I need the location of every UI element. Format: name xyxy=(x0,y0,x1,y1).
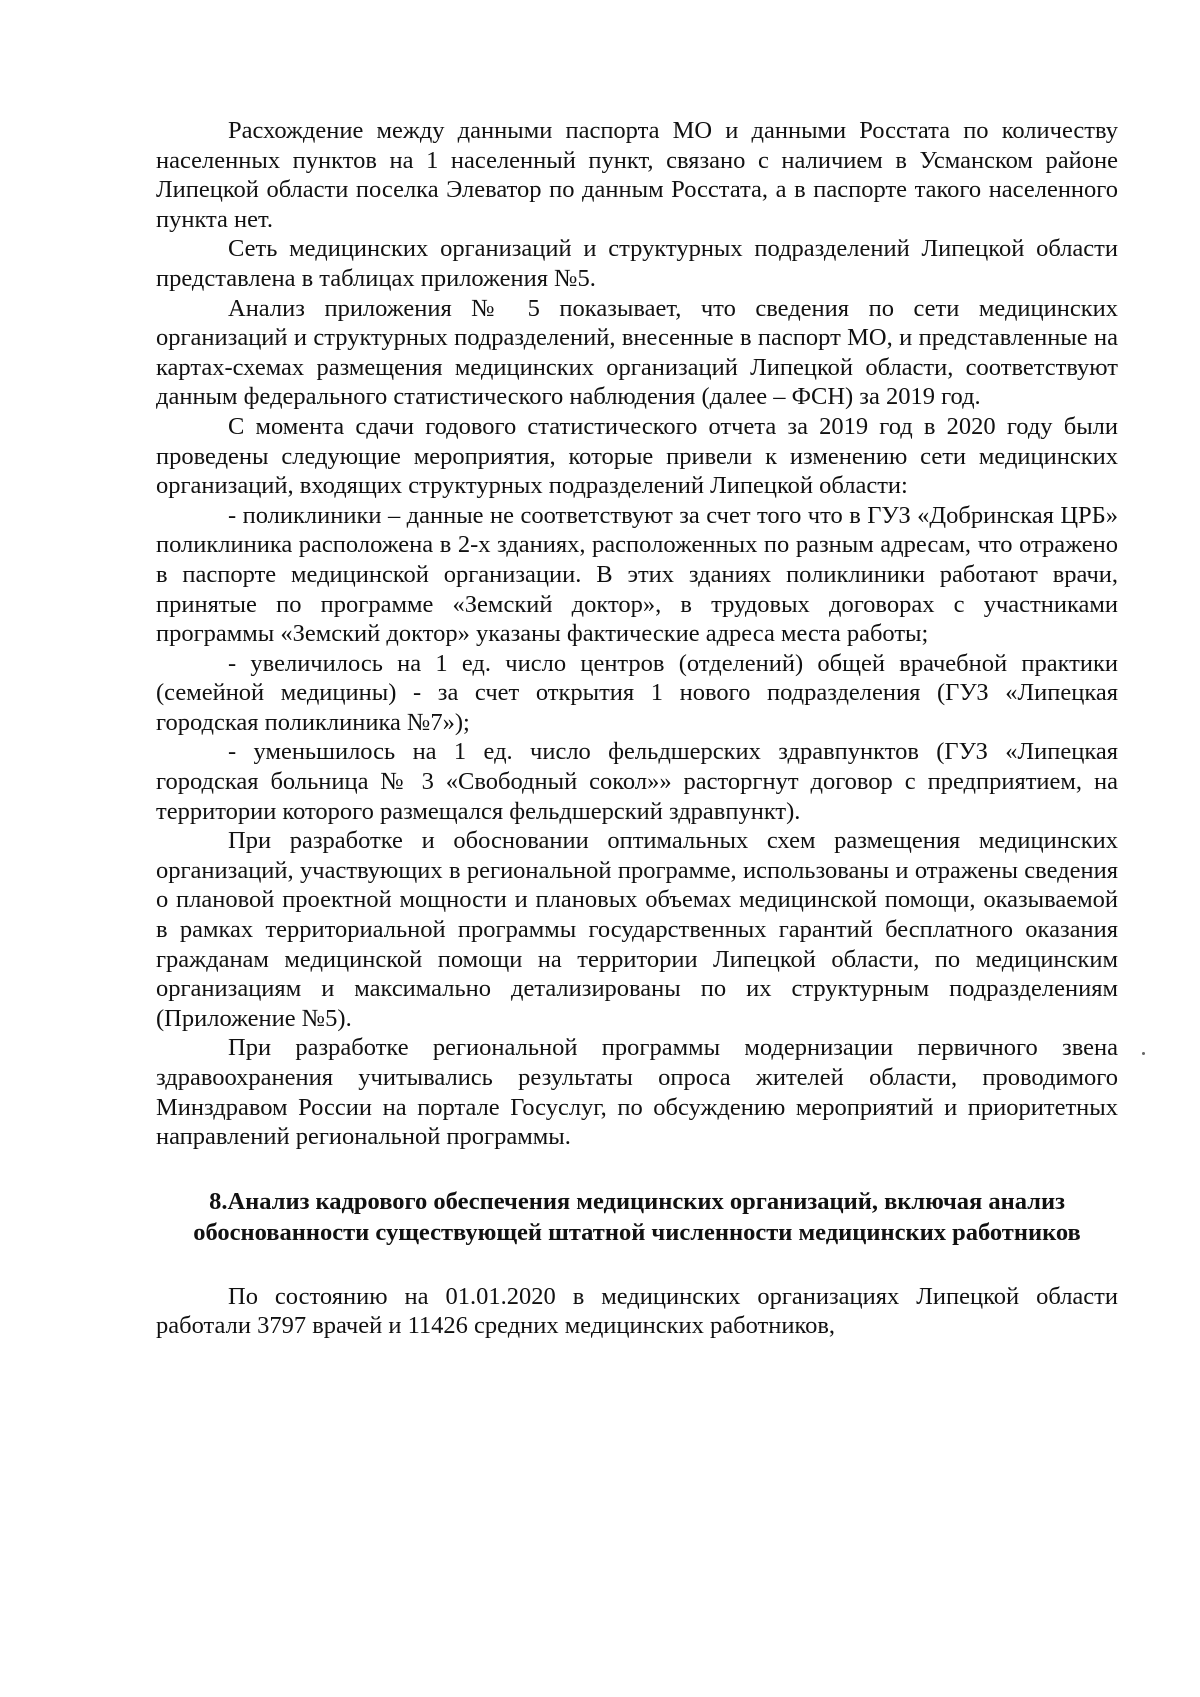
paragraph-staff-count: По состоянию на 01.01.2020 в медицинских организациях Липецкой области работали 3797 врачей и 11426 средних медицинских работников, xyxy=(156,1282,1118,1340)
paragraph-changes-intro: С момента сдачи годового статистического отчета за 2019 год в 2020 году были проведены следующие мероприятия, которые привели к изменению сети медицинских организаций, входящих структурных подразделений Липецкой области: xyxy=(156,412,1118,500)
paragraph-network-structure: Сеть медицинских организаций и структурных подразделений Липецкой области представлена в таблицах приложения №5. xyxy=(156,235,1118,292)
section-heading: 8.Анализ кадрового обеспечения медицинских организаций, включая анализ обоснованности существующей штатной численности медицинских работников xyxy=(193,1187,1081,1246)
scan-speck xyxy=(1142,1052,1145,1055)
document-body xyxy=(156,116,1118,1341)
list-item-feldsher-decrease: - уменьшилось на 1 ед. число фельдшерских здравпунктов (ГУЗ «Липецкая городская больница № 3 «Свободный сокол»» расторгнут договор с предприятием, на территории которого размещался фельдшерский здравпункт). xyxy=(156,738,1118,825)
paragraph-optimal-placement: При разработке и обосновании оптимальных схем размещения медицинских организаций, участвующих в региональной программе, использованы и отражены сведения о плановой проектной мощности и плановых объемах медицинской помощи, оказываемой в рамках территориальной программы государственных гарантий бесплатного оказания гражданам медицинской помощи на территории Липецкой области, по медицинским организациям и максимально детализированы по их структурным подразделениям (Приложение №5). xyxy=(156,827,1118,1032)
paragraph-appendix-analysis: Анализ приложения № 5 показывает, что сведения по сети медицинских организаций и структурных подразделений, внесенные в паспорт МО, и представленные на картах-схемах размещения медицинских организаций Липецкой области, соответствуют данным федерального статистического наблюдения (далее – ФСН) за 2019 год. xyxy=(156,294,1118,411)
paragraph-rosstat-discrepancy: Расхождение между данными паспорта МО и данными Росстата по количеству населенных пунктов на 1 населенный пункт, связано с наличием в Усманском районе Липецкой области поселка Элеватор по данным Росстата, а в паспорте такого населенного пункта нет. xyxy=(156,117,1118,233)
list-item-polyclinics: - поликлиники – данные не соответствуют за счет того что в ГУЗ «Добринская ЦРБ» поликлиника расположена в 2-х зданиях, расположенных по разным адресам, что отражено в паспорте медицинской организации. В этих зданиях поликлиники работают врачи, принятые по программе «Земский доктор», в трудовых договорах с участниками программы «Земский доктор» указаны фактические адреса места работы; xyxy=(156,501,1118,648)
paragraph-public-survey: При разработке региональной программы модернизации первичного звена здравоохранения учитывались результаты опроса жителей области, проводимого Минздравом России на портале Госуслуг, по обсуждению мероприятий и приоритетных направлений региональной программы. xyxy=(156,1034,1118,1151)
list-item-general-practice-increase: - увеличилось на 1 ед. число центров (отделений) общей врачебной практики (семейной медицины) - за счет открытия 1 нового подразделения (ГУЗ «Липецкая городская поликлиника №7»); xyxy=(156,649,1118,736)
